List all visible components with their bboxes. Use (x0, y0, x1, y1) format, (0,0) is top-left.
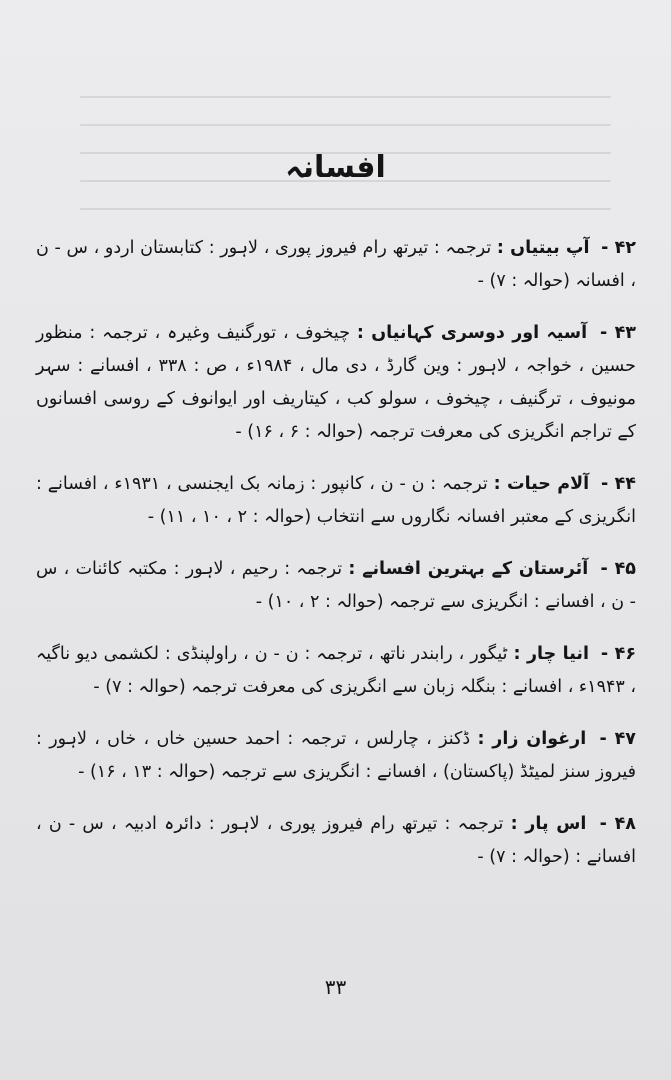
entry-details: چیخوف ، تورگنیف وغیرہ ، ترجمہ : منظور حسین ، خواجہ ، لاہور : وین گارڈ ، دی مال ، ۱۹۸۴ء ، ص : ۳۳۸ ، افسانے : سہر مونیوف ، ترگنیف ، چیخوف ، سولو کب ، کیتاریف اور ایوانوف کے روسی افسانوں کے تراجم انگریزی کی معرفت ترجمہ (حوالہ : ۶ ، ۱۶) - (36, 323, 636, 442)
entry-number: ۴۷ - (599, 729, 636, 749)
bibliography-entry-43 (36, 317, 636, 449)
entry-title: آئرستان کے بہترین افسانے : (348, 559, 589, 579)
entry-details: ترجمہ : تیرتھ رام فیروز پوری ، لاہور : دائرہ ادبیہ ، س - ن ، افسانے : (حوالہ : ۷) - (36, 814, 636, 867)
bibliography-entry-46 (36, 638, 636, 704)
entry-number: ۴۶ - (600, 644, 637, 664)
entry-number: ۴۸ - (599, 814, 636, 834)
bibliography-entry-44 (36, 468, 636, 534)
bibliography-entry-45 (36, 553, 636, 619)
page-heading: افسانہ (285, 150, 386, 185)
bibliography-entry-48 (36, 808, 636, 874)
entry-title: آپ بیتیاں : (496, 238, 590, 258)
entry-title: ارغوان زار : (477, 729, 587, 749)
entry-details: ترجمہ : رحیم ، لاہور : مکتبہ کائنات ، س - ن ، افسانے : انگریزی سے ترجمہ (حوالہ : ۲ ، ۱۰) - (36, 559, 636, 612)
entry-number: ۴۴ - (600, 474, 636, 494)
entry-title: آلام حیات : (493, 474, 590, 494)
entry-title: انیا چار : (513, 644, 589, 664)
entry-title: اس پار : (510, 814, 587, 834)
entry-details: ترجمہ : ن - ن ، کانپور : زمانہ بک ایجنسی ، ۱۹۳۱ء ، افسانے : انگریزی کے معتبر افسانہ نگاروں سے انتخاب (حوالہ : ۲ ، ۱۰ ، ۱۱) - (36, 474, 636, 527)
page-number: ۳۳ (324, 975, 347, 999)
bibliography-list (36, 232, 636, 893)
entry-number: ۴۳ - (599, 323, 636, 343)
entry-details: ٹیگور ، رابندر ناتھ ، ترجمہ : ن - ن ، راولپنڈی : لکشمی دیو ناگیہ ، ۱۹۴۳ء ، افسانے : بنگلہ زبان سے انگریزی کی معرفت ترجمہ (حوالہ : ۷) - (36, 644, 636, 697)
entry-number: ۴۵ - (600, 559, 636, 579)
entry-title: آسیہ اور دوسری کہانیاں : (356, 323, 588, 343)
entry-number: ۴۲ - (601, 238, 636, 258)
entry-details: ترجمہ : تیرتھ رام فیروز پوری ، لاہور : کتابستان اردو ، س - ن ، افسانہ (حوالہ : ۷) - (36, 238, 636, 291)
bibliography-entry-47 (36, 723, 636, 789)
bibliography-entry-42 (36, 232, 636, 298)
entry-details: ڈکنز ، چارلس ، ترجمہ : احمد حسین خاں ، خاں ، لاہور : فیروز سنز لمیٹڈ (پاکستان) ، افسانے : انگریزی سے ترجمہ (حوالہ : ۱۳ ، ۱۶) - (36, 729, 636, 782)
